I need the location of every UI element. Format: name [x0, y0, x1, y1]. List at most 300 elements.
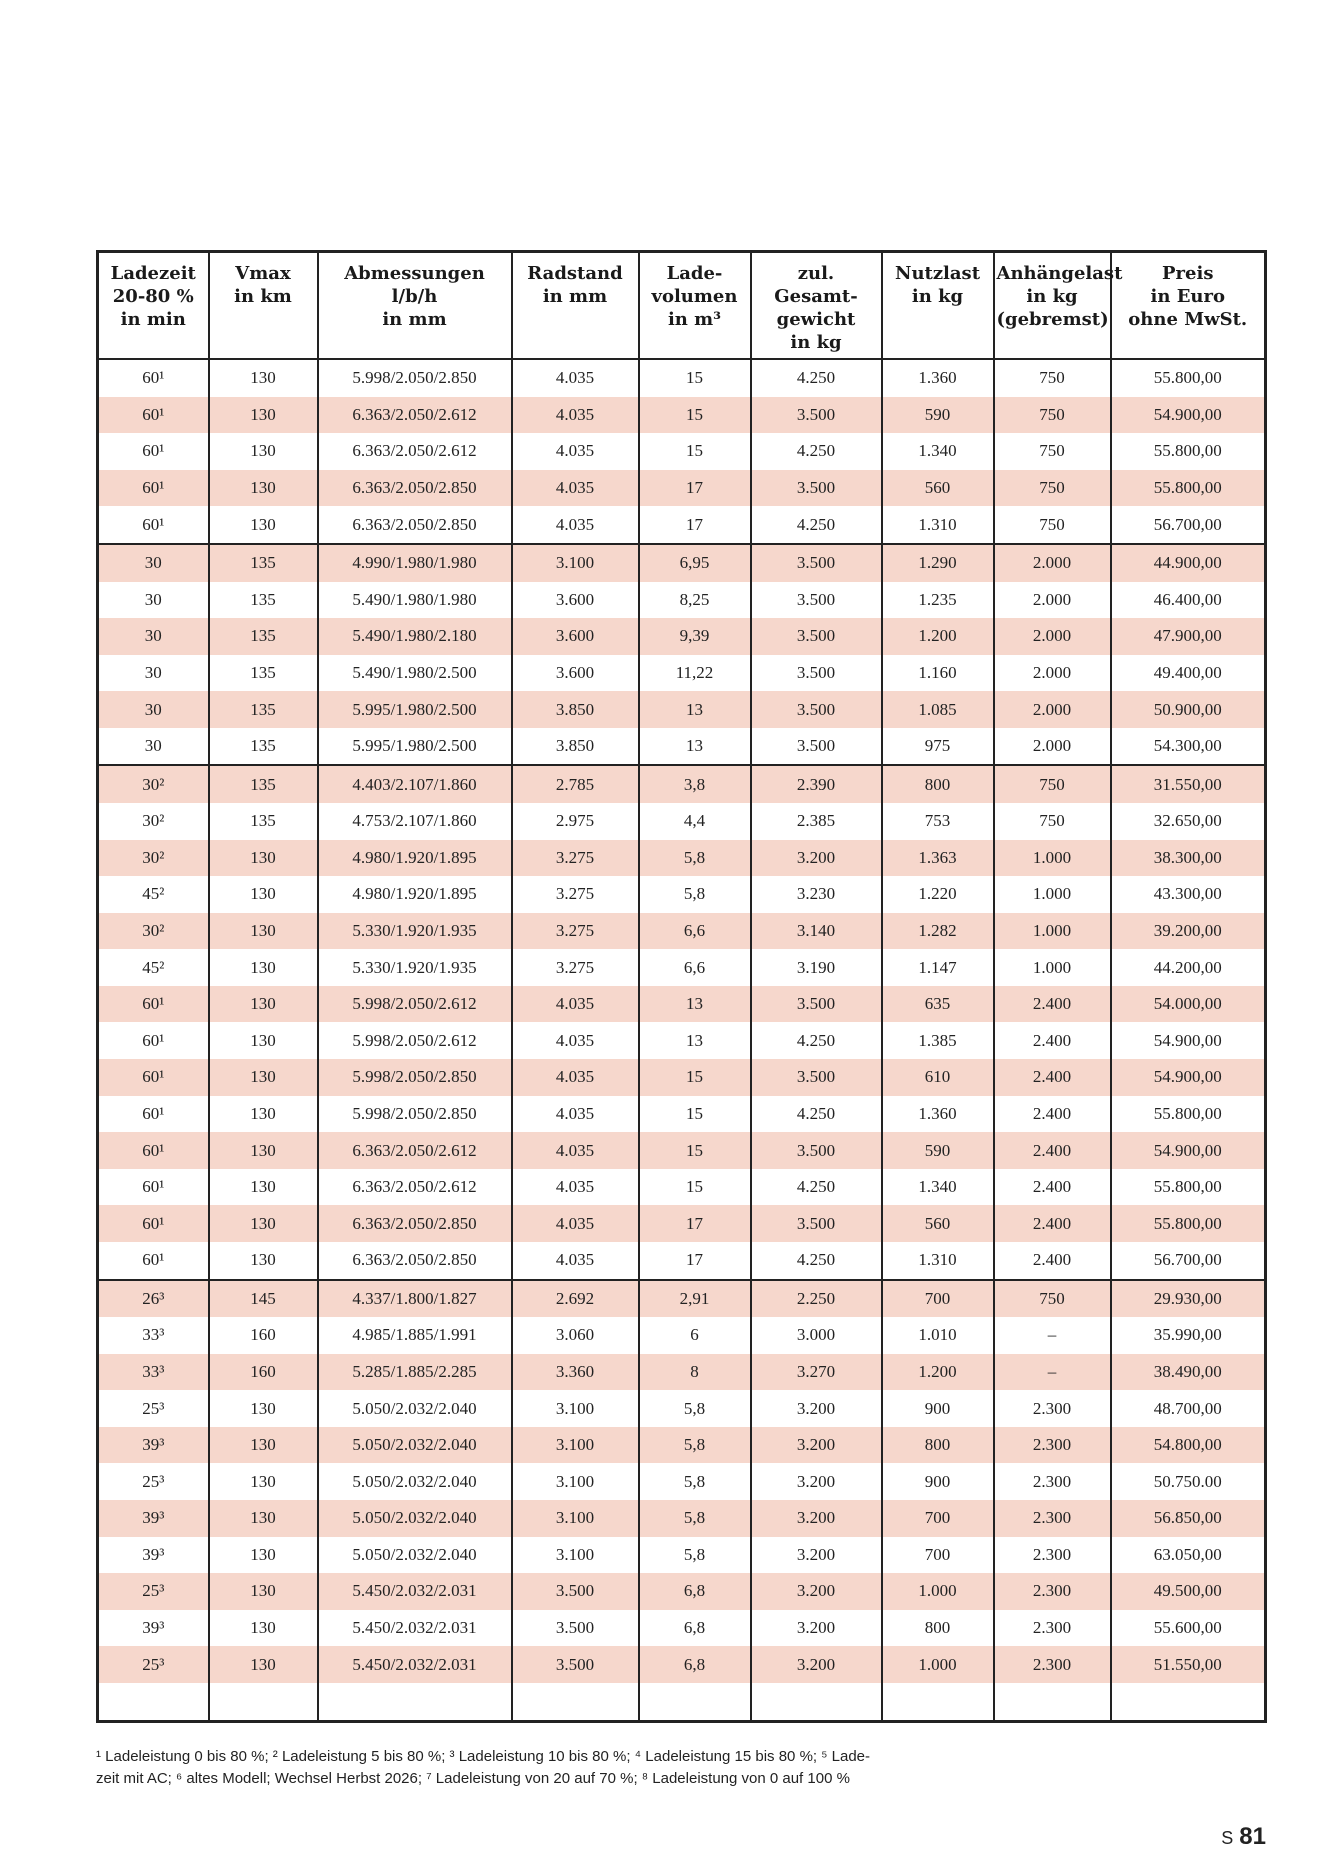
cell-ladevolumen: 3,8: [639, 765, 751, 803]
cell-preis: 46.400,00: [1111, 582, 1266, 619]
cell-nutzlast: 1.340: [882, 1169, 994, 1206]
cell-gesamtgewicht: 3.500: [751, 397, 882, 434]
cell-nutzlast: 1.000: [882, 1573, 994, 1610]
cell-radstand: 3.275: [512, 876, 639, 913]
cell-vmax: 130: [209, 1059, 318, 1096]
cell-gesamtgewicht: 3.500: [751, 470, 882, 507]
cell-anhaengelast: 2.400: [994, 1059, 1111, 1096]
footnote-marker: ³: [159, 1325, 165, 1345]
cell-ladevolumen: 4,4: [639, 803, 751, 840]
cell-ladevolumen: 15: [639, 359, 751, 397]
cell-preis: 54.000,00: [1111, 986, 1266, 1023]
cell-ladevolumen: 8,25: [639, 582, 751, 619]
cell-preis: 31.550,00: [1111, 765, 1266, 803]
cell-ladezeit: 30²: [98, 765, 209, 803]
cell-ladevolumen: 15: [639, 397, 751, 434]
table-row: [98, 1132, 1266, 1169]
cell-abmessungen: 5.998/2.050/2.850: [318, 1096, 512, 1133]
cell-preis: 55.800,00: [1111, 470, 1266, 507]
table-row: [98, 1242, 1266, 1280]
cell-gesamtgewicht: 3.200: [751, 1500, 882, 1537]
cell-preis: 54.300,00: [1111, 728, 1266, 766]
cell-abmessungen: 5.450/2.032/2.031: [318, 1573, 512, 1610]
footnote-marker: ²: [159, 957, 165, 977]
cell-ladezeit: 25³: [98, 1573, 209, 1610]
cell-ladevolumen: 6,95: [639, 544, 751, 582]
cell-vmax: [209, 1683, 318, 1722]
cell-nutzlast: 800: [882, 1427, 994, 1464]
col-header-radstand: Radstand in mm: [512, 252, 639, 360]
cell-ladezeit: 30: [98, 691, 209, 728]
cell-anhaengelast: 2.300: [994, 1646, 1111, 1683]
table-row: [98, 582, 1266, 619]
cell-ladevolumen: 15: [639, 433, 751, 470]
col-header-anhaengelast: Anhängelast in kg (gebremst): [994, 252, 1111, 360]
table-row: [98, 1169, 1266, 1206]
footnote-marker: ²: [159, 884, 165, 904]
cell-preis: 32.650,00: [1111, 803, 1266, 840]
cell-anhaengelast: 750: [994, 359, 1111, 397]
table-row: [98, 1390, 1266, 1427]
cell-ladezeit: 30: [98, 618, 209, 655]
cell-preis: 29.930,00: [1111, 1280, 1266, 1318]
cell-vmax: 135: [209, 728, 318, 766]
footnote-marker: ²: [159, 847, 165, 867]
cell-preis: 51.550,00: [1111, 1646, 1266, 1683]
cell-radstand: 3.275: [512, 949, 639, 986]
table-body: [98, 359, 1266, 1722]
cell-abmessungen: 5.050/2.032/2.040: [318, 1500, 512, 1537]
page-number: [1221, 1823, 1266, 1851]
cell-preis: 63.050,00: [1111, 1537, 1266, 1574]
cell-radstand: 3.100: [512, 1537, 639, 1574]
table-row: [98, 1096, 1266, 1133]
cell-radstand: 3.600: [512, 582, 639, 619]
table-row: [98, 1537, 1266, 1574]
cell-vmax: 130: [209, 1573, 318, 1610]
cell-ladezeit: 30: [98, 544, 209, 582]
footnote-marker: ¹: [159, 368, 165, 388]
cell-nutzlast: 560: [882, 470, 994, 507]
cell-anhaengelast: 1.000: [994, 949, 1111, 986]
cell-abmessungen: 6.363/2.050/2.850: [318, 470, 512, 507]
cell-preis: 55.800,00: [1111, 1096, 1266, 1133]
table-row: [98, 913, 1266, 950]
cell-nutzlast: 800: [882, 765, 994, 803]
cell-ladevolumen: 15: [639, 1169, 751, 1206]
cell-gesamtgewicht: 3.000: [751, 1317, 882, 1354]
footnote-marker: ³: [159, 1362, 165, 1381]
cell-abmessungen: 5.998/2.050/2.850: [318, 359, 512, 397]
cell-abmessungen: 6.363/2.050/2.612: [318, 433, 512, 470]
cell-abmessungen: 5.995/1.980/2.500: [318, 691, 512, 728]
table-row: [98, 1646, 1266, 1683]
table-row: [98, 1610, 1266, 1647]
cell-preis: 38.300,00: [1111, 840, 1266, 877]
cell-gesamtgewicht: 4.250: [751, 1096, 882, 1133]
cell-radstand: 4.035: [512, 1205, 639, 1242]
cell-gesamtgewicht: 4.250: [751, 1022, 882, 1059]
cell-abmessungen: 6.363/2.050/2.850: [318, 1242, 512, 1280]
cell-ladezeit: 60¹: [142, 1030, 165, 1050]
cell-anhaengelast: 1.000: [994, 876, 1111, 913]
cell-preis: 49.500,00: [1111, 1573, 1266, 1610]
cell-anhaengelast: 2.000: [994, 618, 1111, 655]
cell-ladezeit: 25³: [142, 1471, 165, 1491]
footnote-marker: ¹: [159, 441, 165, 461]
footnote-marker: ¹: [159, 1030, 165, 1050]
table-row: [98, 1573, 1266, 1610]
cell-vmax: 130: [209, 433, 318, 470]
cell-nutzlast: 1.010: [882, 1317, 994, 1354]
table-row: [98, 986, 1266, 1023]
cell-anhaengelast: 2.000: [994, 728, 1111, 766]
cell-anhaengelast: 2.400: [994, 1132, 1111, 1169]
footnote-marker: ¹: [159, 1103, 165, 1123]
cell-abmessungen: 5.050/2.032/2.040: [318, 1427, 512, 1464]
cell-nutzlast: 1.000: [882, 1646, 994, 1683]
footnote-marker: ³: [159, 1288, 165, 1308]
col-header-nutzlast: Nutzlast in kg: [882, 252, 994, 360]
cell-radstand: 3.275: [512, 913, 639, 950]
cell-gesamtgewicht: 3.500: [751, 582, 882, 619]
cell-ladevolumen: 5,8: [639, 1463, 751, 1500]
cell-ladevolumen: 15: [639, 1132, 751, 1169]
table-row: [98, 1427, 1266, 1464]
cell-radstand: 4.035: [512, 1242, 639, 1280]
cell-ladezeit: 60¹: [98, 1205, 209, 1242]
cell-vmax: 135: [209, 582, 318, 619]
cell-vmax: 130: [209, 1132, 318, 1169]
cell-radstand: 3.275: [512, 840, 639, 877]
cell-vmax: 130: [209, 1022, 318, 1059]
cell-gesamtgewicht: 3.500: [751, 544, 882, 582]
cell-gesamtgewicht: 3.500: [751, 655, 882, 692]
vehicle-spec-table: [96, 250, 1267, 1723]
cell-preis: 39.200,00: [1111, 913, 1266, 950]
cell-ladezeit: 45²: [142, 884, 165, 904]
footnote-marker: ²: [159, 774, 165, 794]
table-row: [98, 1059, 1266, 1096]
cell-anhaengelast: 2.400: [994, 1205, 1111, 1242]
cell-nutzlast: 1.200: [882, 1354, 994, 1391]
cell-gesamtgewicht: 3.200: [751, 1573, 882, 1610]
cell-radstand: 4.035: [512, 1169, 639, 1206]
cell-anhaengelast: 750: [994, 1280, 1111, 1318]
cell-ladezeit: 39³: [98, 1500, 209, 1537]
col-header-preis: Preis in Euro ohne MwSt.: [1111, 252, 1266, 360]
cell-vmax: 130: [209, 913, 318, 950]
cell-vmax: 130: [209, 1390, 318, 1427]
cell-ladevolumen: 6,8: [639, 1573, 751, 1610]
table-row: [98, 655, 1266, 692]
cell-ladezeit: 25³: [142, 1398, 165, 1418]
cell-preis: 48.700,00: [1111, 1390, 1266, 1427]
cell-ladezeit: 39³: [98, 1427, 209, 1464]
cell-preis: 43.300,00: [1111, 876, 1266, 913]
cell-preis: 38.490,00: [1111, 1354, 1266, 1391]
cell-nutzlast: 1.385: [882, 1022, 994, 1059]
cell-ladevolumen: 15: [639, 1096, 751, 1133]
cell-abmessungen: 5.998/2.050/2.612: [318, 1022, 512, 1059]
cell-gesamtgewicht: 3.500: [751, 1059, 882, 1096]
cell-anhaengelast: –: [994, 1354, 1111, 1391]
cell-vmax: 160: [209, 1354, 318, 1391]
cell-radstand: 4.035: [512, 986, 639, 1023]
footnote-marker: ¹: [159, 1250, 165, 1270]
footnote-marker: ¹: [159, 1213, 165, 1233]
cell-abmessungen: 6.363/2.050/2.612: [318, 1169, 512, 1206]
cell-vmax: 135: [209, 803, 318, 840]
cell-radstand: 2.975: [512, 803, 639, 840]
cell-anhaengelast: 2.000: [994, 582, 1111, 619]
cell-ladezeit: 30: [144, 589, 162, 609]
cell-anhaengelast: 2.300: [994, 1463, 1111, 1500]
cell-preis: 50.900,00: [1111, 691, 1266, 728]
cell-ladevolumen: 13: [639, 728, 751, 766]
cell-ladevolumen: 17: [639, 506, 751, 544]
cell-vmax: 130: [209, 1463, 318, 1500]
cell-radstand: 3.100: [512, 544, 639, 582]
table-row: [98, 691, 1266, 728]
cell-preis: 54.900,00: [1111, 1022, 1266, 1059]
cell-ladevolumen: 17: [639, 1205, 751, 1242]
cell-ladezeit: 45²: [142, 957, 165, 977]
page-prefix: S: [1221, 1828, 1234, 1848]
cell-ladezeit: 60¹: [142, 1103, 165, 1123]
cell-abmessungen: 4.753/2.107/1.860: [318, 803, 512, 840]
cell-preis: 55.800,00: [1111, 359, 1266, 397]
cell-vmax: 145: [209, 1280, 318, 1318]
cell-radstand: 4.035: [512, 1132, 639, 1169]
cell-ladevolumen: 5,8: [639, 1390, 751, 1427]
cell-anhaengelast: 750: [994, 765, 1111, 803]
cell-ladezeit: 60¹: [98, 470, 209, 507]
cell-gesamtgewicht: 4.250: [751, 1242, 882, 1280]
cell-radstand: 4.035: [512, 433, 639, 470]
cell-ladezeit: 60¹: [98, 1059, 209, 1096]
cell-anhaengelast: 2.300: [994, 1390, 1111, 1427]
table-row: [98, 506, 1266, 544]
cell-ladevolumen: 11,22: [639, 655, 751, 692]
cell-gesamtgewicht: 2.250: [751, 1280, 882, 1318]
cell-gesamtgewicht: 4.250: [751, 506, 882, 544]
footnote-marker: ³: [159, 1435, 165, 1455]
cell-nutzlast: 560: [882, 1205, 994, 1242]
cell-vmax: 130: [209, 1169, 318, 1206]
footnote-marker: ³: [159, 1581, 165, 1601]
cell-preis: 44.900,00: [1111, 544, 1266, 582]
cell-abmessungen: 4.980/1.920/1.895: [318, 840, 512, 877]
cell-abmessungen: 5.490/1.980/1.980: [318, 582, 512, 619]
page-number-value: 81: [1239, 1823, 1266, 1850]
cell-preis: 54.900,00: [1111, 1132, 1266, 1169]
cell-abmessungen: 5.050/2.032/2.040: [318, 1390, 512, 1427]
table-row: [98, 470, 1266, 507]
cell-vmax: 130: [209, 876, 318, 913]
cell-gesamtgewicht: 2.390: [751, 765, 882, 803]
cell-radstand: 3.060: [512, 1317, 639, 1354]
cell-anhaengelast: 750: [994, 470, 1111, 507]
cell-nutzlast: 1.200: [882, 618, 994, 655]
cell-nutzlast: 1.290: [882, 544, 994, 582]
table-row: [98, 618, 1266, 655]
cell-vmax: 130: [209, 1427, 318, 1464]
table-row: [98, 840, 1266, 877]
cell-anhaengelast: 750: [994, 506, 1111, 544]
cell-ladezeit: 30²: [142, 811, 165, 831]
footnote-marker: ¹: [159, 1140, 165, 1160]
cell-ladevolumen: 5,8: [639, 1427, 751, 1464]
cell-gesamtgewicht: [751, 1683, 882, 1722]
cell-nutzlast: 700: [882, 1537, 994, 1574]
cell-ladezeit: 39³: [142, 1618, 165, 1638]
table-row: [98, 728, 1266, 766]
cell-radstand: 3.500: [512, 1573, 639, 1610]
cell-abmessungen: 5.450/2.032/2.031: [318, 1610, 512, 1647]
cell-ladevolumen: 5,8: [639, 1500, 751, 1537]
footnote: ¹ Ladeleistung 0 bis 80 %; ² Ladeleistung 5 bis 80 %; ³ Ladeleistung 10 bis 80 %; ⁴ Ladeleistung 15 bis 80 %; ⁵ Lade- zeit mit AC; ⁶ altes Modell; Wechsel Herbst 2026; ⁷ Ladeleistung von 20 auf 70 %; ⁸ Ladeleistung von 0 auf 100 %: [96, 1748, 870, 1787]
cell-gesamtgewicht: 4.250: [751, 359, 882, 397]
cell-abmessungen: 4.985/1.885/1.991: [318, 1317, 512, 1354]
cell-nutzlast: 1.360: [882, 359, 994, 397]
cell-ladevolumen: 15: [639, 1059, 751, 1096]
cell-preis: 44.200,00: [1111, 949, 1266, 986]
cell-preis: 55.800,00: [1111, 433, 1266, 470]
cell-ladezeit: 26³: [98, 1280, 209, 1318]
cell-nutzlast: 700: [882, 1280, 994, 1318]
col-header-vmax: Vmax in km: [209, 252, 318, 360]
cell-ladevolumen: 2,91: [639, 1280, 751, 1318]
cell-gesamtgewicht: 3.230: [751, 876, 882, 913]
cell-gesamtgewicht: 3.200: [751, 1537, 882, 1574]
cell-abmessungen: 5.050/2.032/2.040: [318, 1537, 512, 1574]
cell-ladevolumen: [639, 1683, 751, 1722]
cell-ladezeit: 33³: [98, 1354, 209, 1391]
cell-radstand: 3.500: [512, 1646, 639, 1683]
cell-nutzlast: 590: [882, 397, 994, 434]
cell-radstand: 2.692: [512, 1280, 639, 1318]
footnote-marker: ³: [159, 1508, 165, 1528]
cell-abmessungen: 5.998/2.050/2.850: [318, 1059, 512, 1096]
cell-ladevolumen: 5,8: [639, 1537, 751, 1574]
footnote-marker: ³: [159, 1618, 165, 1638]
cell-radstand: 3.360: [512, 1354, 639, 1391]
cell-anhaengelast: 2.000: [994, 655, 1111, 692]
cell-nutzlast: 1.085: [882, 691, 994, 728]
cell-ladezeit: 39³: [142, 1544, 165, 1564]
cell-ladezeit: 30²: [98, 840, 209, 877]
cell-preis: 56.700,00: [1111, 506, 1266, 544]
cell-anhaengelast: 2.300: [994, 1500, 1111, 1537]
cell-ladevolumen: 9,39: [639, 618, 751, 655]
cell-abmessungen: 5.490/1.980/2.180: [318, 618, 512, 655]
cell-vmax: 130: [209, 397, 318, 434]
table-row: [98, 803, 1266, 840]
footnote-marker: ¹: [159, 514, 165, 534]
cell-preis: 56.700,00: [1111, 1242, 1266, 1280]
cell-gesamtgewicht: 3.500: [751, 691, 882, 728]
cell-preis: 54.900,00: [1111, 1059, 1266, 1096]
cell-radstand: 3.100: [512, 1390, 639, 1427]
cell-anhaengelast: 2.300: [994, 1610, 1111, 1647]
cell-anhaengelast: 2.300: [994, 1573, 1111, 1610]
cell-anhaengelast: 2.300: [994, 1537, 1111, 1574]
cell-preis: 55.800,00: [1111, 1205, 1266, 1242]
cell-nutzlast: 635: [882, 986, 994, 1023]
cell-nutzlast: 590: [882, 1132, 994, 1169]
cell-gesamtgewicht: 3.200: [751, 1646, 882, 1683]
cell-ladezeit: 60¹: [142, 441, 165, 461]
col-header-ladevolumen: Lade- volumen in m³: [639, 252, 751, 360]
cell-ladezeit: 60¹: [98, 986, 209, 1023]
cell-radstand: [512, 1683, 639, 1722]
cell-ladevolumen: 17: [639, 1242, 751, 1280]
cell-abmessungen: 5.330/1.920/1.935: [318, 949, 512, 986]
cell-gesamtgewicht: 3.500: [751, 1205, 882, 1242]
cell-vmax: 130: [209, 470, 318, 507]
cell-ladezeit: 60¹: [142, 1177, 165, 1197]
cell-gesamtgewicht: 3.270: [751, 1354, 882, 1391]
table-row: [98, 1463, 1266, 1500]
footnote-marker: ¹: [159, 478, 165, 498]
cell-vmax: 130: [209, 840, 318, 877]
col-header-ladezeit: Ladezeit 20-80 % in min: [98, 252, 209, 360]
cell-ladezeit: 33³: [142, 1325, 165, 1345]
cell-vmax: 135: [209, 618, 318, 655]
cell-ladezeit: 60¹: [98, 1132, 209, 1169]
cell-ladevolumen: 5,8: [639, 840, 751, 877]
cell-radstand: 4.035: [512, 1096, 639, 1133]
cell-preis: [1111, 1683, 1266, 1722]
table-row: [98, 876, 1266, 913]
cell-nutzlast: 1.282: [882, 913, 994, 950]
cell-gesamtgewicht: 4.250: [751, 1169, 882, 1206]
cell-abmessungen: 6.363/2.050/2.612: [318, 397, 512, 434]
cell-gesamtgewicht: 3.200: [751, 1390, 882, 1427]
cell-vmax: 130: [209, 1500, 318, 1537]
cell-radstand: 4.035: [512, 506, 639, 544]
cell-abmessungen: 5.330/1.920/1.935: [318, 913, 512, 950]
cell-ladevolumen: 6,6: [639, 913, 751, 950]
footnote-marker: ³: [159, 1654, 165, 1674]
footnote-marker: ¹: [159, 1177, 165, 1197]
cell-ladevolumen: 8: [639, 1354, 751, 1391]
table-row: [98, 1317, 1266, 1354]
cell-gesamtgewicht: 3.140: [751, 913, 882, 950]
cell-nutzlast: 700: [882, 1500, 994, 1537]
cell-nutzlast: 610: [882, 1059, 994, 1096]
cell-ladevolumen: 6: [639, 1317, 751, 1354]
cell-anhaengelast: 750: [994, 397, 1111, 434]
cell-preis: 50.750.00: [1111, 1463, 1266, 1500]
cell-radstand: 3.600: [512, 655, 639, 692]
cell-ladevolumen: 6,6: [639, 949, 751, 986]
cell-abmessungen: [318, 1683, 512, 1722]
cell-nutzlast: 1.363: [882, 840, 994, 877]
cell-anhaengelast: [994, 1683, 1111, 1722]
cell-vmax: 130: [209, 1242, 318, 1280]
table-row: [98, 1205, 1266, 1242]
cell-vmax: 135: [209, 544, 318, 582]
cell-vmax: 130: [209, 1096, 318, 1133]
cell-ladezeit: 30: [144, 662, 162, 682]
table-row: [98, 1354, 1266, 1391]
cell-abmessungen: 6.363/2.050/2.850: [318, 506, 512, 544]
cell-ladezeit: 60¹: [142, 514, 165, 534]
cell-anhaengelast: 2.000: [994, 544, 1111, 582]
cell-gesamtgewicht: 3.200: [751, 1463, 882, 1500]
